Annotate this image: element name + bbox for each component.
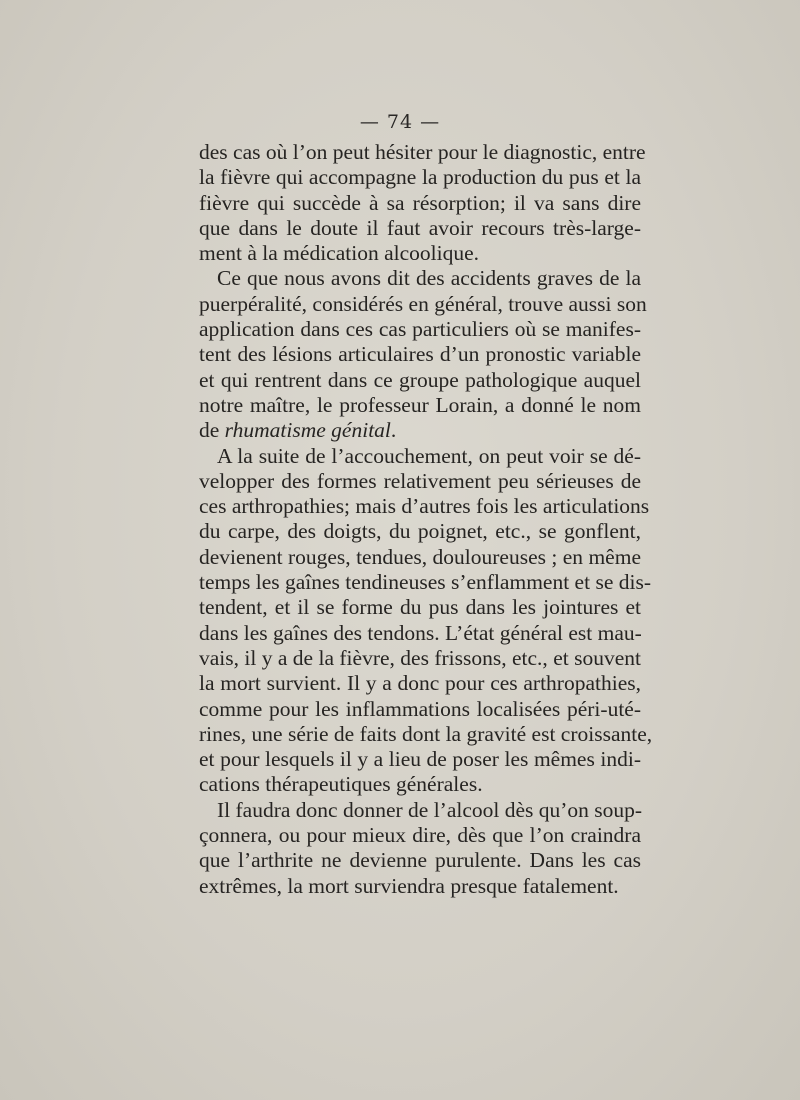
text-line: et qui rentrent dans ce groupe pathologique auquel xyxy=(199,367,641,392)
body-text xyxy=(199,140,653,899)
text-line: ces arthropathies; mais d’autres fois les articulations xyxy=(199,494,650,519)
page-number: — 74 — xyxy=(359,111,441,133)
italic-term: rhumatisme génital xyxy=(224,418,391,443)
text-line: que l’arthrite ne devienne purulente. Dans les cas xyxy=(199,848,641,873)
text-line: Ce que nous avons dit des accidents graves de la xyxy=(217,266,641,291)
text-line: devienent rouges, tendues, douloureuses ; en même xyxy=(199,544,641,569)
text-line: fièvre qui succède à sa résorption; il va sans dire xyxy=(199,190,641,215)
text-line: notre maître, le professeur Lorain, a donné le nom xyxy=(199,392,641,417)
text-line xyxy=(199,418,641,443)
text-line: temps les gaînes tendineuses s’enflamment et se dis- xyxy=(199,570,651,595)
text-line: du carpe, des doigts, du poignet, etc., se gonflent, xyxy=(199,519,641,544)
text-line: extrêmes, la mort surviendra presque fatalement. xyxy=(199,873,619,898)
text-line: et pour lesquels il y a lieu de poser les mêmes indi- xyxy=(199,747,641,772)
text-line: que dans le doute il faut avoir recours très-large- xyxy=(199,215,641,240)
text-fragment: de xyxy=(199,418,225,443)
text-line: la mort survient. Il y a donc pour ces arthropathies, xyxy=(199,671,641,696)
text-line: velopper des formes relativement peu sérieuses de xyxy=(199,468,641,493)
text-line: des cas où l’on peut hésiter pour le diagnostic, entre xyxy=(199,140,646,164)
text-line: Il faudra donc donner de l’alcool dès qu’on soup- xyxy=(217,797,643,822)
paragraph xyxy=(199,140,646,266)
text-line: puerpéralité, considérés en général, trouve aussi son xyxy=(199,291,647,316)
text-fragment: . xyxy=(390,418,397,443)
paragraph xyxy=(199,798,641,899)
text-line: çonnera, ou pour mieux dire, dès que l’on craindra xyxy=(199,823,641,848)
text-line: vais, il y a de la fièvre, des frissons, etc., et souvent xyxy=(199,645,641,670)
text-line: A la suite de l’accouchement, on peut voir se dé- xyxy=(217,443,641,468)
text-line: comme pour les inflammations localisées péri-uté- xyxy=(199,696,641,721)
text-line: rines, une série de faits dont la gravité est croissante, xyxy=(199,721,653,746)
text-line: application dans ces cas particuliers où se manifes- xyxy=(199,317,641,342)
paragraph xyxy=(199,266,647,443)
text-line: la fièvre qui accompagne la production du pus et la xyxy=(199,165,641,190)
text-line: ment à la médication alcoolique. xyxy=(199,241,479,266)
text-line: tent des lésions articulaires d’un pronostic variable xyxy=(199,342,641,367)
paragraph xyxy=(199,443,653,798)
text-line: tendent, et il se forme du pus dans les jointures et xyxy=(199,595,641,620)
text-line: dans les gaînes des tendons. L’état général est mau- xyxy=(199,620,642,645)
text-line: cations thérapeutiques générales. xyxy=(199,772,483,797)
